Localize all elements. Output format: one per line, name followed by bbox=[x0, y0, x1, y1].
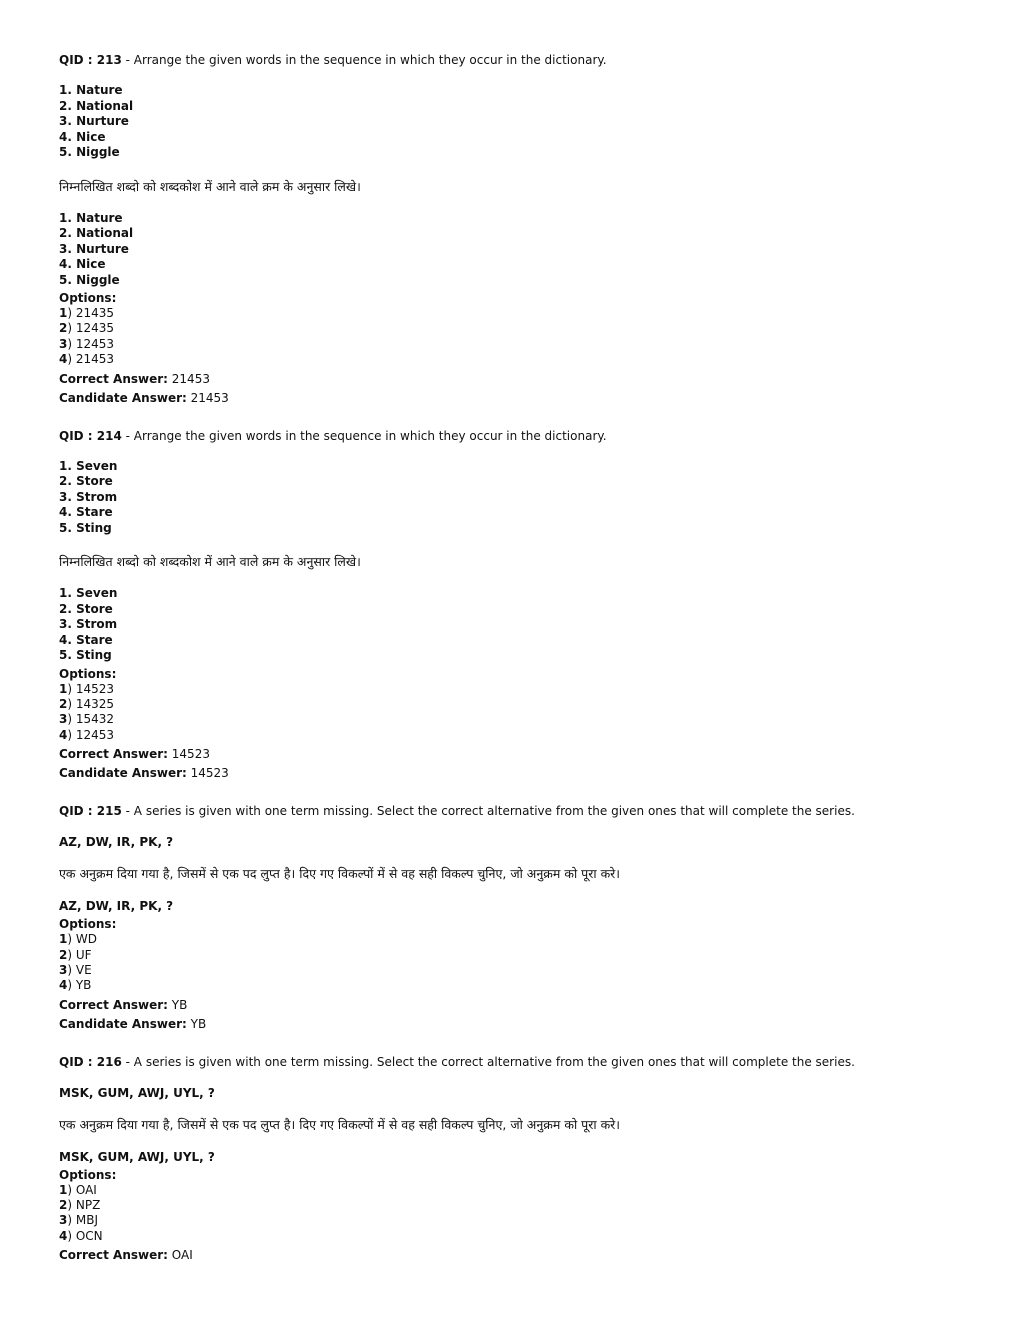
word-list-english bbox=[59, 83, 979, 161]
question-header bbox=[59, 1054, 979, 1070]
option-text: ) 12435 bbox=[67, 321, 115, 336]
correct-answer bbox=[59, 371, 979, 387]
option-text: ) 21435 bbox=[67, 306, 115, 320]
candidate-answer-value: YB bbox=[186, 1016, 207, 1031]
series-english: AZ, DW, IR, PK, ? bbox=[59, 835, 174, 850]
option-text: ) 12453 bbox=[67, 336, 115, 351]
candidate-answer-label: Candidate Answer: bbox=[59, 1016, 187, 1031]
word-list-hindi-section bbox=[59, 211, 979, 289]
list-item: 2. Store bbox=[59, 474, 113, 489]
option-text: ) 14523 bbox=[67, 681, 115, 696]
option-number: 3 bbox=[59, 712, 68, 727]
option-number: 3 bbox=[59, 1213, 68, 1228]
option-4 bbox=[59, 352, 979, 367]
correct-answer-value: 14523 bbox=[167, 747, 210, 762]
correct-answer-value: YB bbox=[167, 997, 188, 1012]
option-text: ) 12453 bbox=[67, 727, 115, 742]
option-1 bbox=[59, 682, 979, 697]
question-header bbox=[59, 52, 979, 68]
list-item: 1. Seven bbox=[59, 458, 118, 473]
options-label: Options: bbox=[59, 917, 117, 932]
question-215 bbox=[59, 803, 979, 1032]
option-2 bbox=[59, 697, 979, 712]
correct-answer bbox=[59, 997, 979, 1013]
correct-answer bbox=[59, 1247, 979, 1263]
option-number: 1 bbox=[59, 932, 68, 947]
word-list-hindi-section bbox=[59, 586, 979, 664]
option-number: 3 bbox=[59, 336, 68, 351]
correct-answer bbox=[59, 746, 979, 762]
question-paper bbox=[59, 52, 979, 1263]
question-stem-hindi: एक अनुक्रम दिया गया है, जिसमें से एक पद लुप्त है। दिए गए विकल्पों में से वह सही विकल्प चुनिए, जो अनुक्रम को पूरा करे। bbox=[59, 866, 621, 882]
series-english: MSK, GUM, AWJ, UYL, ? bbox=[59, 1085, 215, 1100]
list-item: 4. Nice bbox=[59, 257, 106, 271]
option-4 bbox=[59, 728, 979, 743]
option-number: 1 bbox=[59, 306, 68, 320]
candidate-answer-label: Candidate Answer: bbox=[59, 766, 187, 781]
candidate-answer-value: 21453 bbox=[186, 390, 229, 405]
options-label: Options: bbox=[59, 291, 117, 305]
option-number: 4 bbox=[59, 727, 68, 742]
list-item: 5. Sting bbox=[59, 520, 112, 535]
correct-answer-label: Correct Answer: bbox=[59, 997, 168, 1012]
list-item: 3. Strom bbox=[59, 489, 118, 504]
qid-label: QID : 213 bbox=[59, 53, 122, 67]
list-item: 2. Store bbox=[59, 601, 113, 616]
list-item: 3. Strom bbox=[59, 617, 118, 632]
question-stem-hindi: निम्नलिखित शब्दो को शब्दकोश में आने वाले क्रम के अनुसार लिखे। bbox=[59, 554, 361, 570]
spacer bbox=[59, 406, 979, 428]
correct-answer-label: Correct Answer: bbox=[59, 371, 168, 386]
option-1 bbox=[59, 1183, 979, 1198]
qid-label: QID : 216 bbox=[59, 1054, 122, 1069]
list-item: 3. Nurture bbox=[59, 114, 129, 128]
option-text: ) VE bbox=[67, 962, 92, 977]
option-number: 1 bbox=[59, 1182, 68, 1197]
question-216 bbox=[59, 1054, 979, 1264]
list-item: 4. Nice bbox=[59, 129, 106, 144]
question-stem: - Arrange the given words in the sequence in which they occur in the dictionary. bbox=[121, 428, 607, 443]
option-text: ) 14325 bbox=[67, 696, 115, 711]
question-header bbox=[59, 428, 979, 444]
list-item: 5. Sting bbox=[59, 648, 112, 663]
candidate-answer bbox=[59, 390, 979, 406]
option-number: 2 bbox=[59, 321, 68, 336]
option-number: 4 bbox=[59, 352, 68, 367]
options-label: Options: bbox=[59, 666, 117, 681]
option-number: 3 bbox=[59, 962, 68, 977]
question-213 bbox=[59, 52, 979, 406]
option-4 bbox=[59, 978, 979, 993]
option-text: ) YB bbox=[67, 978, 92, 993]
option-number: 2 bbox=[59, 1198, 68, 1213]
option-3 bbox=[59, 712, 979, 727]
question-214 bbox=[59, 428, 979, 782]
option-text: ) 21453 bbox=[67, 352, 115, 367]
option-text: ) OAI bbox=[67, 1182, 97, 1197]
word-list-english bbox=[59, 459, 979, 537]
option-3 bbox=[59, 337, 979, 352]
correct-answer-label: Correct Answer: bbox=[59, 747, 168, 762]
qid-label: QID : 214 bbox=[59, 428, 122, 443]
option-number: 4 bbox=[59, 1228, 68, 1243]
list-item: 2. National bbox=[59, 98, 134, 113]
list-item: 4. Stare bbox=[59, 632, 113, 647]
option-text: ) NPZ bbox=[67, 1198, 101, 1213]
option-text: ) OCN bbox=[67, 1228, 103, 1243]
question-stem-hindi: एक अनुक्रम दिया गया है, जिसमें से एक पद लुप्त है। दिए गए विकल्पों में से वह सही विकल्प चुनिए, जो अनुक्रम को पूरा करे। bbox=[59, 1116, 621, 1132]
options-label: Options: bbox=[59, 1167, 117, 1182]
spacer bbox=[59, 781, 979, 803]
question-stem: - A series is given with one term missing. Select the correct alternative from the given ones that will complete the series. bbox=[121, 804, 855, 819]
list-item: 1. Seven bbox=[59, 586, 118, 601]
list-item: 1. Nature bbox=[59, 210, 123, 225]
option-number: 1 bbox=[59, 681, 68, 696]
option-1 bbox=[59, 306, 979, 321]
candidate-answer-value: 14523 bbox=[186, 766, 229, 781]
question-stem: - Arrange the given words in the sequence in which they occur in the dictionary. bbox=[121, 53, 607, 67]
option-number: 4 bbox=[59, 978, 68, 993]
option-text: ) UF bbox=[67, 947, 92, 962]
question-header bbox=[59, 803, 979, 819]
option-text: ) MBJ bbox=[67, 1213, 98, 1228]
option-4 bbox=[59, 1229, 979, 1244]
list-item: 1. Nature bbox=[59, 83, 123, 97]
option-1 bbox=[59, 932, 979, 947]
option-3 bbox=[59, 1213, 979, 1228]
spacer bbox=[59, 1032, 979, 1054]
option-text: ) WD bbox=[67, 932, 97, 947]
qid-label: QID : 215 bbox=[59, 804, 122, 819]
correct-answer-label: Correct Answer: bbox=[59, 1248, 168, 1263]
list-item: 2. National bbox=[59, 226, 134, 240]
correct-answer-value: OAI bbox=[167, 1248, 193, 1263]
question-stem-hindi: निम्नलिखित शब्दो को शब्दकोश में आने वाले क्रम के अनुसार लिखे। bbox=[59, 178, 361, 194]
option-3 bbox=[59, 963, 979, 978]
option-2 bbox=[59, 1198, 979, 1213]
option-2 bbox=[59, 948, 979, 963]
option-2 bbox=[59, 321, 979, 336]
list-item: 5. Niggle bbox=[59, 272, 120, 287]
candidate-answer bbox=[59, 1016, 979, 1032]
candidate-answer-label: Candidate Answer: bbox=[59, 390, 187, 405]
question-stem: - A series is given with one term missing. Select the correct alternative from the given ones that will complete the series. bbox=[121, 1054, 855, 1069]
option-number: 2 bbox=[59, 947, 68, 962]
list-item: 5. Niggle bbox=[59, 145, 120, 159]
option-number: 2 bbox=[59, 696, 68, 711]
list-item: 3. Nurture bbox=[59, 241, 129, 256]
candidate-answer bbox=[59, 765, 979, 781]
series-hindi-section: AZ, DW, IR, PK, ? bbox=[59, 899, 174, 914]
series-hindi-section: MSK, GUM, AWJ, UYL, ? bbox=[59, 1149, 215, 1164]
correct-answer-value: 21453 bbox=[167, 371, 210, 386]
list-item: 4. Stare bbox=[59, 505, 113, 520]
option-text: ) 15432 bbox=[67, 712, 115, 727]
